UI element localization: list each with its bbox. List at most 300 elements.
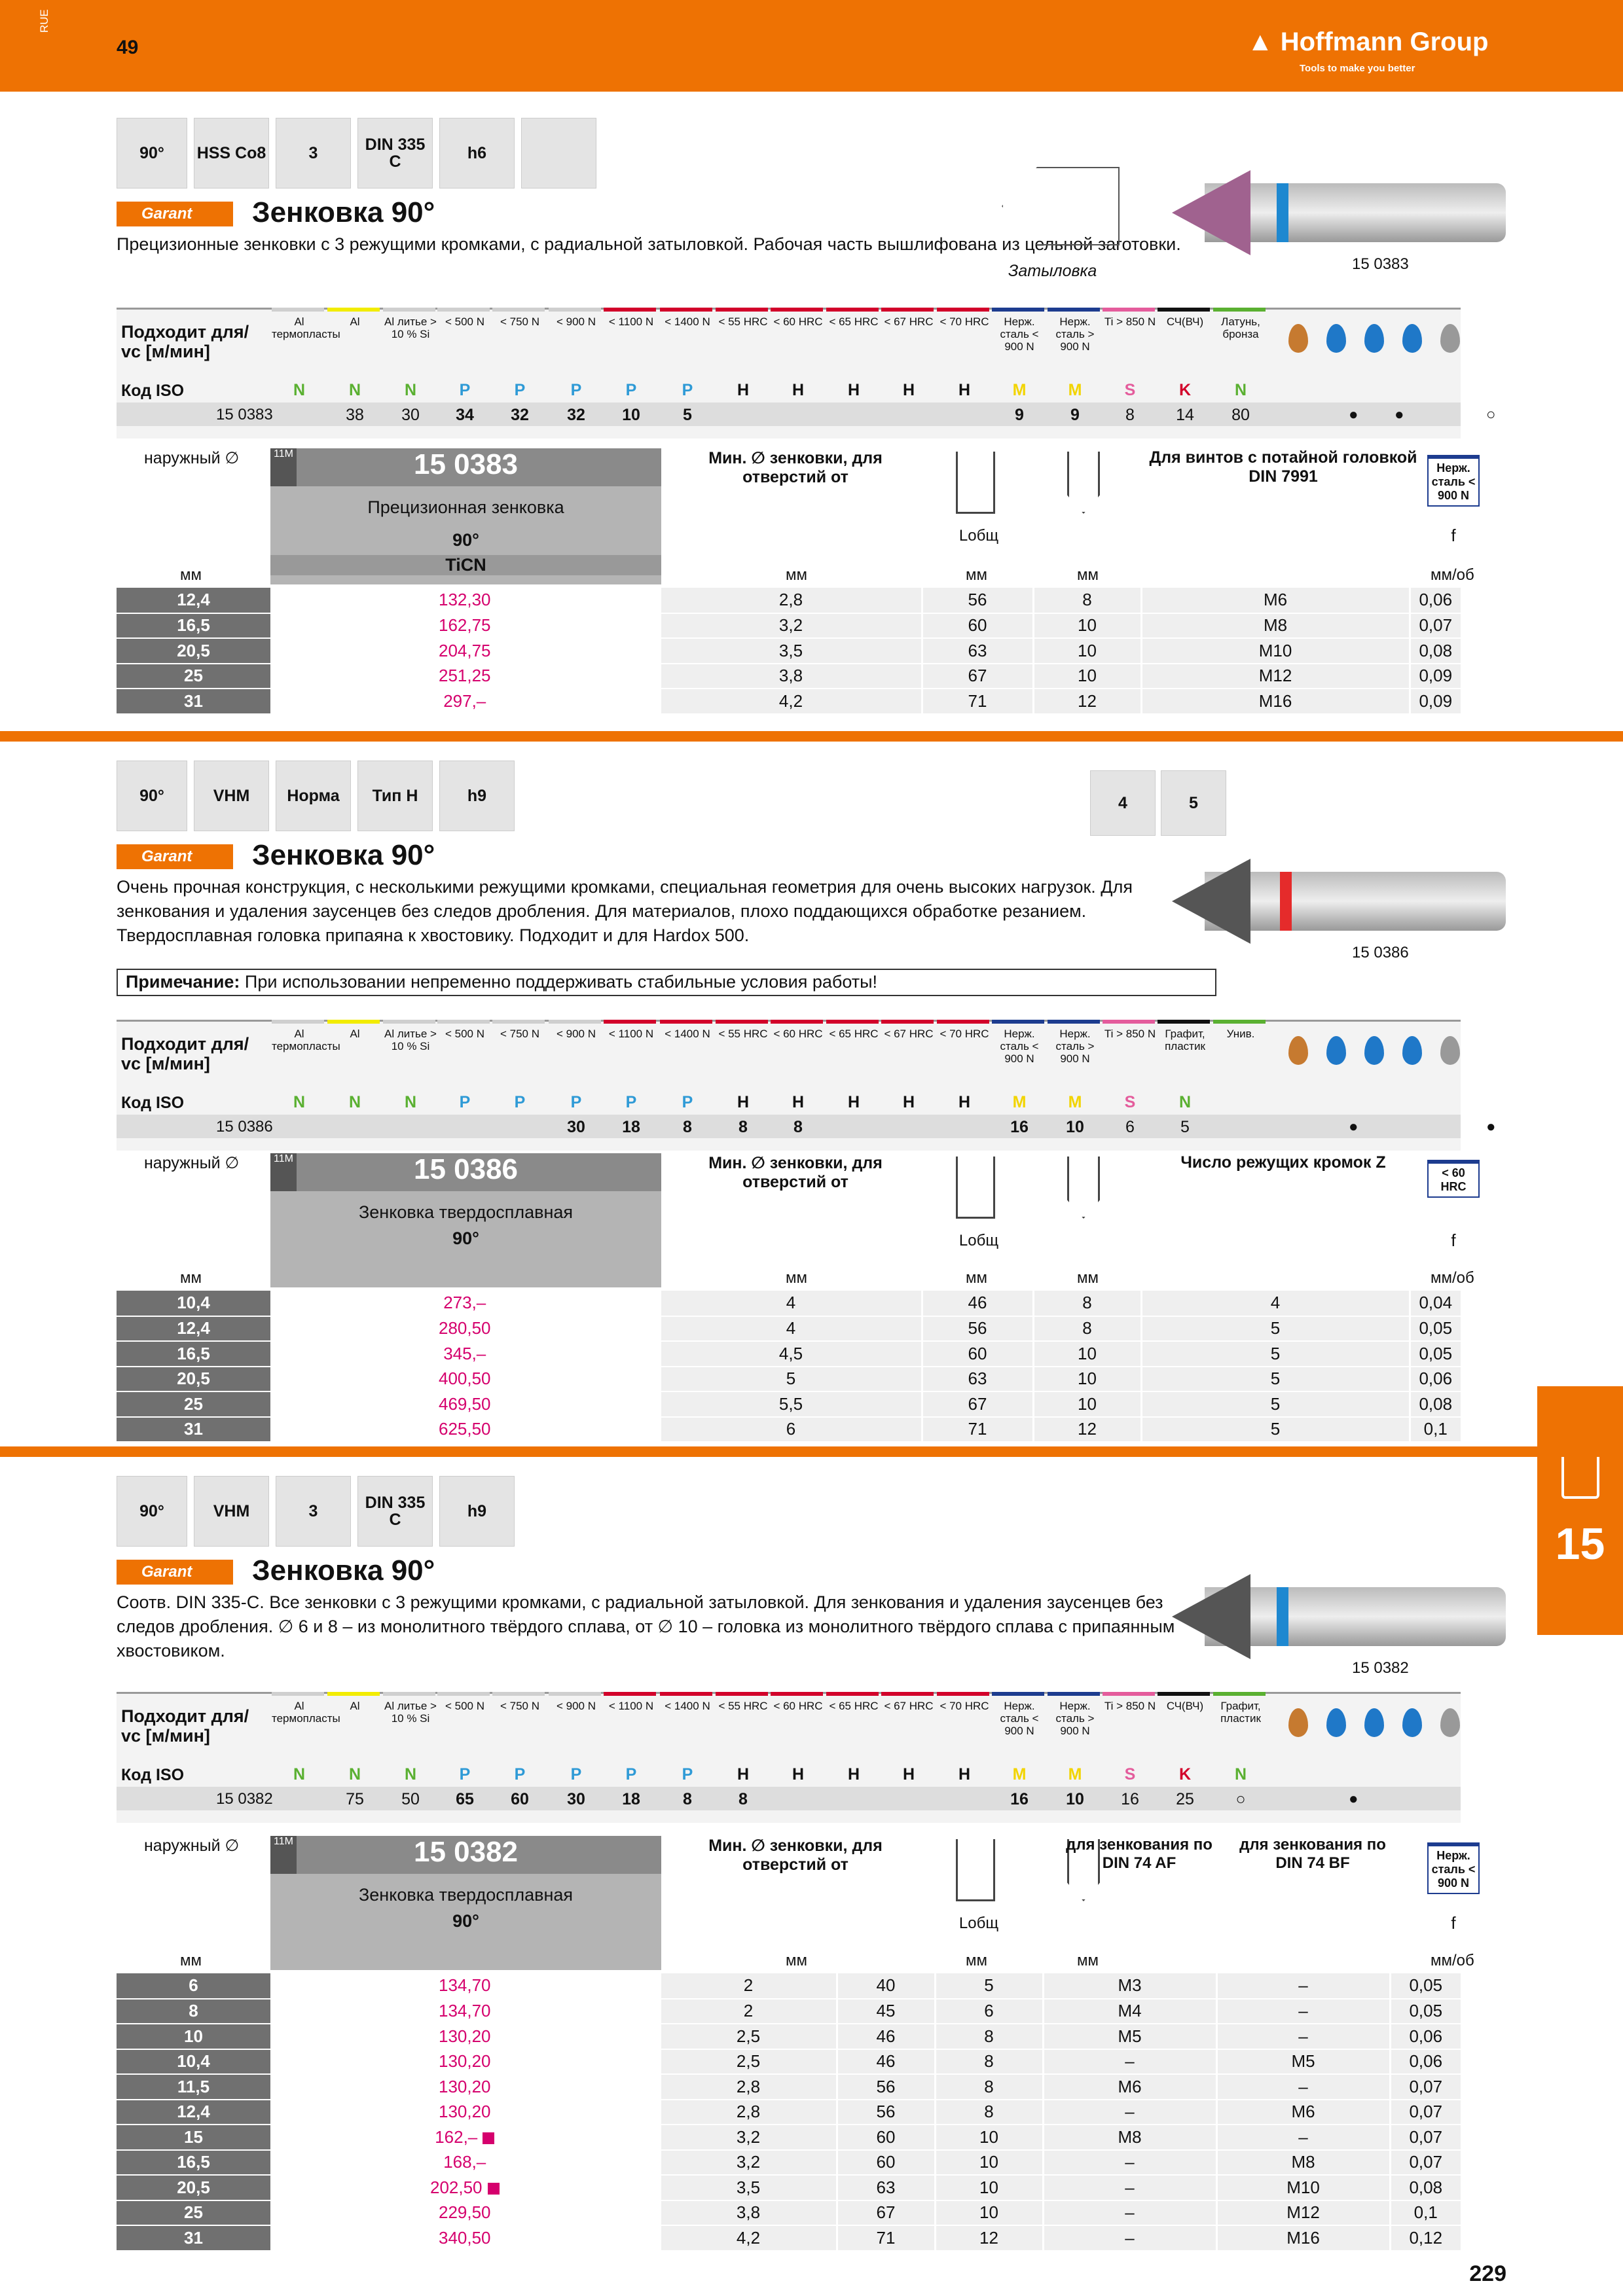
length-icon [956, 1839, 995, 1901]
material-header: < 67 HRC [884, 315, 934, 328]
material-stripe [327, 1020, 380, 1024]
header-outer-diameter: наружный ∅ [144, 1154, 240, 1172]
iso-group: N [348, 381, 361, 399]
material-stripe [383, 1020, 435, 1024]
value-cell: 0,12 [1390, 2225, 1461, 2251]
material-header: Нерж. сталь < 900 N [1000, 315, 1039, 353]
price-cell: 229,50 [270, 2200, 660, 2226]
iso-group: K [1178, 381, 1192, 399]
value-cell: 67 [837, 2200, 935, 2226]
price-cell: 280,50 [270, 1316, 660, 1342]
table-row[interactable] [117, 638, 1461, 664]
spec-icon-4: h9 [439, 761, 515, 831]
price-cell: 345,– [270, 1341, 660, 1367]
value-cell: M4 [1043, 1999, 1216, 2024]
emulsion-drop-icon [1326, 324, 1346, 353]
air-icon [1440, 1036, 1460, 1065]
material-stripe [272, 308, 324, 312]
value-cell: 63 [922, 638, 1033, 664]
garant-badge: Garant [117, 844, 233, 869]
product-angle: 90° [452, 1911, 479, 1931]
iso-group: P [514, 381, 526, 399]
material-stripe [383, 308, 435, 312]
unit-mm: мм [786, 1952, 807, 1969]
material-stripe [549, 1692, 601, 1696]
iso-group: P [625, 381, 637, 399]
cutting-speed: 60 [511, 1790, 529, 1808]
table-row[interactable] [117, 2200, 1461, 2226]
spec-icon-4: h6 [439, 118, 515, 188]
material-header: Al литье > 10 % Si [384, 1700, 437, 1725]
product-description: Очень прочная конструкция, с несколькими режущими кромками, специальная геометрия для очень высоких нагрузок. Для зенкования и удаления заусенцев без следов дробления. Для материалов, плохо поддающихся обработке резанием. Твердосплавная головка припаяна к хвостовику. Подходит и для Hardox 500. [117, 877, 1133, 945]
product-angle: 90° [452, 1229, 479, 1248]
cutting-speed: 5 [683, 406, 692, 424]
cutting-speed: ○ [1235, 1790, 1246, 1808]
material-stripe [881, 1020, 934, 1024]
material-header: Ti > 850 N [1104, 1028, 1156, 1040]
material-stripe [716, 1020, 768, 1024]
length-icon [956, 1157, 995, 1219]
material-header: Ti > 850 N [1104, 1700, 1156, 1712]
material-header: Нерж. сталь < 900 N [1000, 1028, 1039, 1065]
value-cell: M3 [1043, 1973, 1216, 1999]
unit-mm: мм [1077, 566, 1099, 584]
material-stripe [716, 308, 768, 312]
diameter-cell: 25 [117, 2200, 270, 2226]
oil-drop-icon [1288, 1036, 1308, 1065]
material-stripe [1103, 308, 1155, 312]
table-row[interactable] [117, 1973, 1461, 1999]
material-header: Al термопласты [272, 315, 340, 340]
iso-group: P [570, 1093, 582, 1111]
cutting-speed: 10 [1066, 1790, 1084, 1808]
cutting-speed: 18 [622, 1118, 640, 1136]
cutting-edges-icon: 5 [1161, 770, 1226, 836]
value-cell: 10 [935, 2175, 1043, 2200]
spec-icon-1: VHM [194, 761, 269, 831]
suitability-title: Подходит для/ vс [м/мин] [121, 322, 249, 361]
iso-group: H [847, 381, 860, 399]
value-cell: 0,07 [1390, 2100, 1461, 2125]
value-cell: 0,05 [1390, 1999, 1461, 2024]
table-row[interactable] [117, 588, 1461, 613]
header-min-diameter: Мин. ∅ зенковки, для отверстий от [708, 1837, 883, 1874]
value-cell: 40 [837, 1973, 935, 1999]
coating: TiCN [270, 555, 661, 575]
value-cell: M10 [1141, 638, 1410, 664]
iso-group: M [1012, 1765, 1027, 1784]
iso-group: M [1012, 1093, 1027, 1111]
material-header: < 750 N [500, 1028, 539, 1040]
iso-group: N [293, 1765, 306, 1784]
material-stripe [272, 1020, 324, 1024]
value-cell: 3,2 [660, 2150, 837, 2176]
unit-mm: мм [966, 1269, 987, 1287]
cutting-speed: 50 [401, 1790, 420, 1808]
material-header: < 70 HRC [939, 1028, 989, 1040]
material-stripe [992, 1692, 1044, 1696]
material-stripe [492, 1020, 545, 1024]
material-header: < 1100 N [608, 1700, 654, 1712]
price-cell: 132,30 [270, 588, 660, 613]
countersink-ring [1277, 183, 1288, 242]
table-row[interactable] [117, 2049, 1461, 2075]
material-header: Унив. [1226, 1028, 1255, 1040]
value-cell: M16 [1141, 689, 1410, 714]
material-header: < 900 N [556, 1700, 596, 1712]
iso-group: P [570, 381, 582, 399]
material-stripe [272, 1692, 324, 1696]
value-cell: 5 [1141, 1391, 1410, 1417]
cutting-speed: 14 [1176, 406, 1194, 424]
availability-marker [483, 2132, 494, 2144]
material-header: < 750 N [500, 1700, 539, 1712]
value-cell: 8 [1033, 1316, 1141, 1342]
value-cell: 0,08 [1410, 638, 1461, 664]
product-description: Прецизионные зенковки с 3 режущими кромками, с радиальной затыловкой. Рабочая часть вышлифована из цельной заготовки. [117, 234, 1181, 254]
iso-group: H [902, 1093, 915, 1111]
countersink-head [1172, 1574, 1250, 1659]
material-stripe [937, 1020, 989, 1024]
value-cell: M16 [1216, 2225, 1390, 2251]
note-label: Примечание: [126, 972, 245, 992]
material-stripe [992, 308, 1044, 312]
value-cell: – [1043, 2175, 1216, 2200]
value-cell: 2,8 [660, 2074, 837, 2100]
material-header: < 500 N [445, 315, 484, 328]
language-code: RUE [38, 9, 50, 33]
cutting-speed: 6 [1125, 1118, 1135, 1136]
cutting-speed: 25 [1176, 1790, 1194, 1808]
table-row[interactable] [117, 664, 1461, 689]
material-header: < 1400 N [665, 1028, 710, 1040]
value-cell: 10 [1033, 613, 1141, 639]
iso-group: H [792, 1093, 805, 1111]
diameter-cell: 6 [117, 1973, 270, 1999]
header-min-diameter: Мин. ∅ зенковки, для отверстий от [708, 449, 883, 486]
material-header: Al [350, 1028, 360, 1040]
brand-tagline: Tools to make you better [1300, 63, 1415, 74]
product-name: Зенковка твердосплавная [358, 1202, 573, 1222]
diameter-cell: 16,5 [117, 1341, 270, 1367]
value-cell: 10 [935, 2150, 1043, 2176]
value-cell: 67 [922, 1391, 1033, 1417]
material-header: < 60 HRC [773, 315, 823, 328]
material-stripe [1158, 308, 1210, 312]
iso-group: S [1124, 381, 1136, 399]
unit-mm-rev: мм/об [1431, 1269, 1474, 1287]
value-cell: 3,2 [660, 613, 922, 639]
value-cell: 8 [935, 2100, 1043, 2125]
material-stripe [826, 308, 879, 312]
value-cell: 10 [1033, 1391, 1141, 1417]
diameter-cell: 10 [117, 2024, 270, 2049]
value-cell: 56 [837, 2100, 935, 2125]
cutting-speed: 38 [346, 406, 364, 424]
cutting-speed: 9 [1070, 406, 1080, 424]
brand-logo: ▲ Hoffmann Group [1247, 27, 1489, 56]
material-header: < 750 N [500, 315, 539, 328]
material-stripe [771, 1692, 823, 1696]
price-cell: 130,20 [270, 2024, 660, 2049]
oil-drop-icon [1288, 1708, 1308, 1737]
no-coolant-icon [1402, 324, 1422, 353]
cutting-speed: 8 [739, 1790, 748, 1808]
spray-icon [1364, 324, 1384, 353]
value-cell: 4 [1141, 1291, 1410, 1316]
material-header: < 65 HRC [829, 1700, 879, 1712]
material-stripe [660, 308, 712, 312]
note-text: При использовании непременно поддерживать стабильные условия работы! [244, 972, 878, 992]
iso-group: P [682, 1093, 693, 1111]
value-cell: 6 [935, 1999, 1043, 2024]
value-cell: – [1216, 1999, 1390, 2024]
material-stripe [1103, 1692, 1155, 1696]
product-code: 15 0386 [270, 1153, 661, 1191]
value-cell: 8 [1033, 588, 1141, 613]
table-row[interactable] [117, 2024, 1461, 2049]
length-icon [956, 452, 995, 514]
f-material-box: Нерж. сталь < 900 N [1427, 455, 1480, 507]
value-cell: 5 [1141, 1316, 1410, 1342]
product-name: Зенковка твердосплавная [358, 1885, 573, 1905]
table-row[interactable] [117, 2074, 1461, 2100]
header-min-diameter: Мин. ∅ зенковки, для отверстий от [708, 1154, 883, 1191]
diameter-cell: 31 [117, 689, 270, 714]
iso-group: H [847, 1765, 860, 1784]
material-stripe [437, 1020, 490, 1024]
value-cell: – [1216, 2024, 1390, 2049]
iso-group: H [792, 381, 805, 399]
iso-group: N [293, 1093, 306, 1111]
unit-mm-rev: мм/об [1431, 566, 1474, 584]
diameter-cell: 10,4 [117, 2049, 270, 2075]
spray-icon [1364, 1036, 1384, 1065]
value-cell: 12 [1033, 1417, 1141, 1443]
value-cell: 2,5 [660, 2024, 837, 2049]
value-cell: 0,09 [1410, 689, 1461, 714]
value-cell: 5 [1141, 1367, 1410, 1392]
table-row[interactable] [117, 2125, 1461, 2150]
value-cell: 10 [1033, 1341, 1141, 1367]
table-row[interactable] [117, 2175, 1461, 2200]
diameter-cell: 12,4 [117, 2100, 270, 2125]
unit-mm: мм [786, 1269, 807, 1287]
material-header: < 1100 N [608, 315, 654, 328]
value-cell: – [1043, 2150, 1216, 2176]
header-total-length: Lобщ [958, 1914, 999, 1932]
material-header: < 900 N [556, 315, 596, 328]
countersink-ring [1277, 1587, 1288, 1646]
cutting-speed: 9 [1015, 406, 1024, 424]
product-table [117, 588, 1461, 715]
spec-icon-2: 3 [276, 118, 351, 188]
diameter-cell: 31 [117, 2225, 270, 2251]
material-stripe [937, 1692, 989, 1696]
value-cell: M8 [1216, 2150, 1390, 2176]
table-row[interactable] [117, 2100, 1461, 2125]
material-header: Нерж. сталь > 900 N [1055, 315, 1095, 353]
table-row[interactable] [117, 1316, 1461, 1342]
11m-tag: 11M [270, 1836, 297, 1874]
value-cell: 0,1 [1390, 2200, 1461, 2226]
diameter-cell: 31 [117, 1417, 270, 1443]
suitability-title: Подходит для/ vс [м/мин] [121, 1034, 249, 1073]
spec-icon-0: 90° [117, 761, 187, 831]
price-cell: 162,– [270, 2125, 660, 2150]
cutting-speed: 30 [567, 1790, 585, 1808]
diameter-cell: 12,4 [117, 1316, 270, 1342]
value-cell: – [1216, 1973, 1390, 1999]
value-cell: M12 [1216, 2200, 1390, 2226]
footer-page-number: 229 [1469, 2261, 1506, 2286]
chapter-tab[interactable] [1537, 1386, 1623, 1635]
price-cell: 273,– [270, 1291, 660, 1316]
value-cell: 5 [1141, 1341, 1410, 1367]
iso-group: N [293, 381, 306, 399]
value-cell: 4,5 [660, 1341, 922, 1367]
table-row[interactable] [117, 689, 1461, 714]
availability-marker [488, 2183, 500, 2195]
iso-group: P [625, 1093, 637, 1111]
material-stripe [549, 1020, 601, 1024]
value-cell: 5 [660, 1367, 922, 1392]
value-cell: 10 [935, 2125, 1043, 2150]
header-total-length: Lобщ [958, 527, 999, 545]
diameter-cell: 12,4 [117, 588, 270, 613]
value-cell: 45 [837, 1999, 935, 2024]
value-cell: 2 [660, 1973, 837, 1999]
iso-group: H [737, 1093, 750, 1111]
spec-icon-1: HSS Co8 [194, 118, 269, 188]
material-header: < 60 HRC [773, 1700, 823, 1712]
table-row[interactable] [117, 1341, 1461, 1367]
table-row[interactable] [117, 1999, 1461, 2024]
price-cell: 130,20 [270, 2100, 660, 2125]
image-code: 15 0383 [1352, 255, 1409, 273]
table-row[interactable] [117, 613, 1461, 639]
price-cell: 204,75 [270, 638, 660, 664]
unit-mm: мм [180, 1269, 202, 1287]
section-divider [0, 731, 1623, 742]
product-title: Зенковка 90° [252, 839, 435, 871]
material-header: СЧ(ВЧ) [1166, 1700, 1204, 1712]
value-cell: 71 [922, 1417, 1033, 1443]
iso-group: N [1234, 381, 1247, 399]
diameter-cell: 20,5 [117, 2175, 270, 2200]
value-cell: 2,5 [660, 2049, 837, 2075]
iso-group: N [348, 1093, 361, 1111]
value-cell: – [1216, 2125, 1390, 2150]
11m-tag: 11M [270, 1153, 297, 1191]
material-header: < 500 N [445, 1700, 484, 1712]
material-stripe [716, 1692, 768, 1696]
material-header: < 55 HRC [718, 1028, 768, 1040]
material-stripe [604, 1020, 656, 1024]
diameter-cell: 16,5 [117, 2150, 270, 2176]
product-description: Соотв. DIN 335-C. Все зенковки с 3 режущими кромками, с радиальной затыловкой. Для зенкования и удаления заусенцев без следов дробления. ∅ 6 и 8 – из монолитного твёрдого сплава, от ∅ 10 – головка из монолитного твёрдого сплава с припаянным хвостовиком. [117, 1592, 1175, 1660]
price-cell: 469,50 [270, 1391, 660, 1417]
spec-icon-0: 90° [117, 118, 187, 188]
iso-group: M [1012, 381, 1027, 399]
material-stripe [1213, 1692, 1266, 1696]
header-din-af: для зенкования по DIN 74 AF [1066, 1836, 1213, 1872]
value-cell: 2,8 [660, 588, 922, 613]
iso-group: N [404, 1765, 417, 1784]
iso-group: H [958, 1765, 971, 1784]
unit-mm-rev: мм/об [1431, 1952, 1474, 1969]
cutting-speed: 65 [456, 1790, 474, 1808]
table-row[interactable] [117, 1367, 1461, 1392]
coolant-mark: ○ [1486, 406, 1496, 423]
material-stripe [327, 308, 380, 312]
image-code: 15 0386 [1352, 944, 1409, 961]
iso-group: N [1178, 1093, 1192, 1111]
value-cell: 10 [1033, 1367, 1141, 1392]
iso-label: Код ISO [121, 382, 185, 400]
table-row[interactable] [117, 1417, 1461, 1443]
image-code: 15 0382 [1352, 1659, 1409, 1677]
material-stripe [1048, 308, 1100, 312]
value-cell: 2,8 [660, 2100, 837, 2125]
suitability-title: Подходит для/ vс [м/мин] [121, 1706, 249, 1746]
spec-icon-3: DIN 335 C [357, 1476, 433, 1547]
value-cell: 0,06 [1390, 2024, 1461, 2049]
material-stripe [771, 308, 823, 312]
f-symbol: f [1451, 1230, 1456, 1250]
material-header: < 67 HRC [884, 1700, 934, 1712]
material-header: Нерж. сталь > 900 N [1055, 1700, 1095, 1737]
table-row[interactable] [117, 2225, 1461, 2251]
iso-group: P [459, 1765, 471, 1784]
cutting-speed: 8 [793, 1118, 803, 1136]
f-symbol: f [1451, 526, 1456, 545]
spray-icon [1364, 1708, 1384, 1737]
material-header: < 70 HRC [939, 1700, 989, 1712]
iso-group: N [404, 1093, 417, 1111]
iso-group: P [459, 1093, 471, 1111]
price-cell: 251,25 [270, 664, 660, 689]
f-material-box: < 60 HRC [1427, 1160, 1480, 1198]
value-cell: 6 [660, 1417, 922, 1443]
product-table [117, 1291, 1461, 1443]
table-row[interactable] [117, 1391, 1461, 1417]
iso-label: Код ISO [121, 1094, 185, 1112]
iso-group: M [1068, 381, 1082, 399]
iso-group: H [958, 1093, 971, 1111]
material-stripe [826, 1692, 879, 1696]
product-angle: 90° [452, 530, 479, 550]
material-stripe [1213, 308, 1266, 312]
value-cell: 10 [1033, 664, 1141, 689]
iso-group: P [570, 1765, 582, 1784]
diameter-cell: 20,5 [117, 638, 270, 664]
unit-mm: мм [1077, 1952, 1099, 1969]
cutting-speed: 8 [683, 1790, 692, 1808]
material-stripe [881, 1692, 934, 1696]
value-cell: 10 [935, 2200, 1043, 2226]
material-header: Латунь, бронза [1221, 315, 1260, 340]
value-cell: 0,08 [1410, 1391, 1461, 1417]
table-row[interactable] [117, 2150, 1461, 2176]
section-divider [0, 1446, 1623, 1457]
coolant-mark: ● [1349, 1118, 1359, 1136]
iso-group: P [514, 1765, 526, 1784]
material-header: Графит, пластик [1165, 1028, 1205, 1052]
table-row[interactable] [117, 1291, 1461, 1316]
material-header: Al литье > 10 % Si [384, 315, 437, 340]
value-cell: – [1043, 2100, 1216, 2125]
